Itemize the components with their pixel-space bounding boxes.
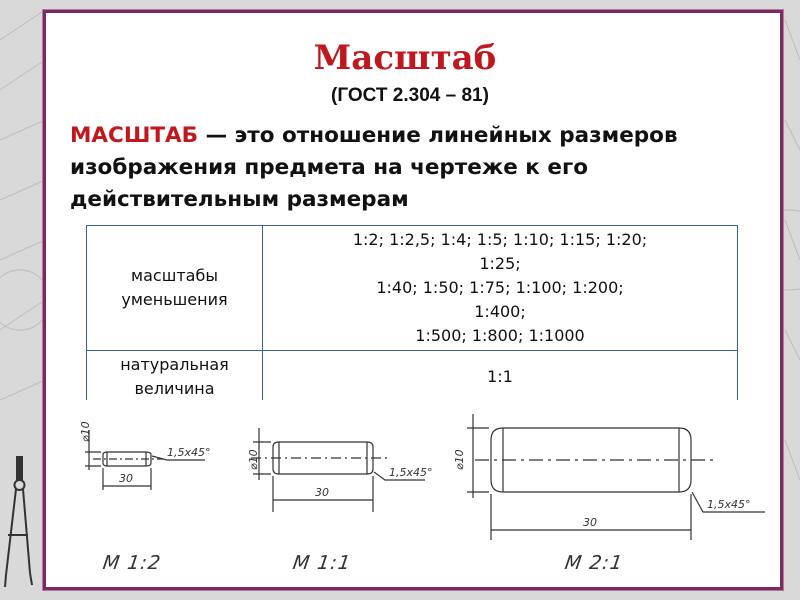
gost-reference: (ГОСТ 2.304 – 81) [331, 85, 489, 106]
chamfer-label-3: 1,5х45° [707, 498, 751, 511]
chamfer-label-1: 1,5х45° [167, 446, 211, 459]
pin-drawings [55, 400, 785, 590]
row-label-natural: натуральная величина [87, 351, 263, 401]
definition-text: — это отношение линейных размеров изображения предмета на чертеже к его действительным размерам [70, 123, 678, 212]
slide-title: Масштаб [313, 38, 497, 78]
value-line: 1:25; [479, 254, 521, 273]
scale-table [86, 225, 738, 400]
drawing-scale-label-3: М 2:1 [563, 552, 625, 574]
natural-value: 1:1 [263, 351, 738, 401]
diameter-label-3: ⌀10 [453, 449, 466, 470]
drafting-compass-icon [0, 455, 40, 595]
table-row [87, 226, 738, 351]
chamfer-label-2: 1,5х45° [389, 466, 433, 479]
pin-drawing-1-2 [85, 430, 205, 490]
reduction-values [263, 226, 738, 351]
diameter-label-2: ⌀10 [247, 449, 260, 470]
drawing-scale-label-2: М 1:1 [291, 552, 353, 574]
value-line: 1:40; 1:50; 1:75; 1:100; 1:200; [376, 278, 624, 297]
definition-term: МАСШТАБ [70, 123, 199, 148]
length-label-3: 30 [583, 516, 597, 529]
scale-table-container [86, 225, 738, 400]
table-row [87, 351, 738, 401]
pin-drawing-2-1 [467, 414, 765, 540]
value-line: 1:500; 1:800; 1:1000 [415, 326, 585, 345]
diameter-label-1: ⌀10 [79, 421, 92, 442]
value-line: 1:2; 1:2,5; 1:4; 1:5; 1:10; 1:15; 1:20; [352, 230, 648, 249]
drawing-scale-label-1: М 1:2 [101, 552, 163, 574]
row-label-reduction: масштабы уменьшения [87, 226, 263, 351]
length-label-1: 30 [119, 472, 133, 485]
value-line: 1:400; [474, 302, 526, 321]
length-label-2: 30 [315, 486, 329, 499]
scale-drawings [55, 400, 785, 590]
scale-definition [70, 120, 760, 216]
